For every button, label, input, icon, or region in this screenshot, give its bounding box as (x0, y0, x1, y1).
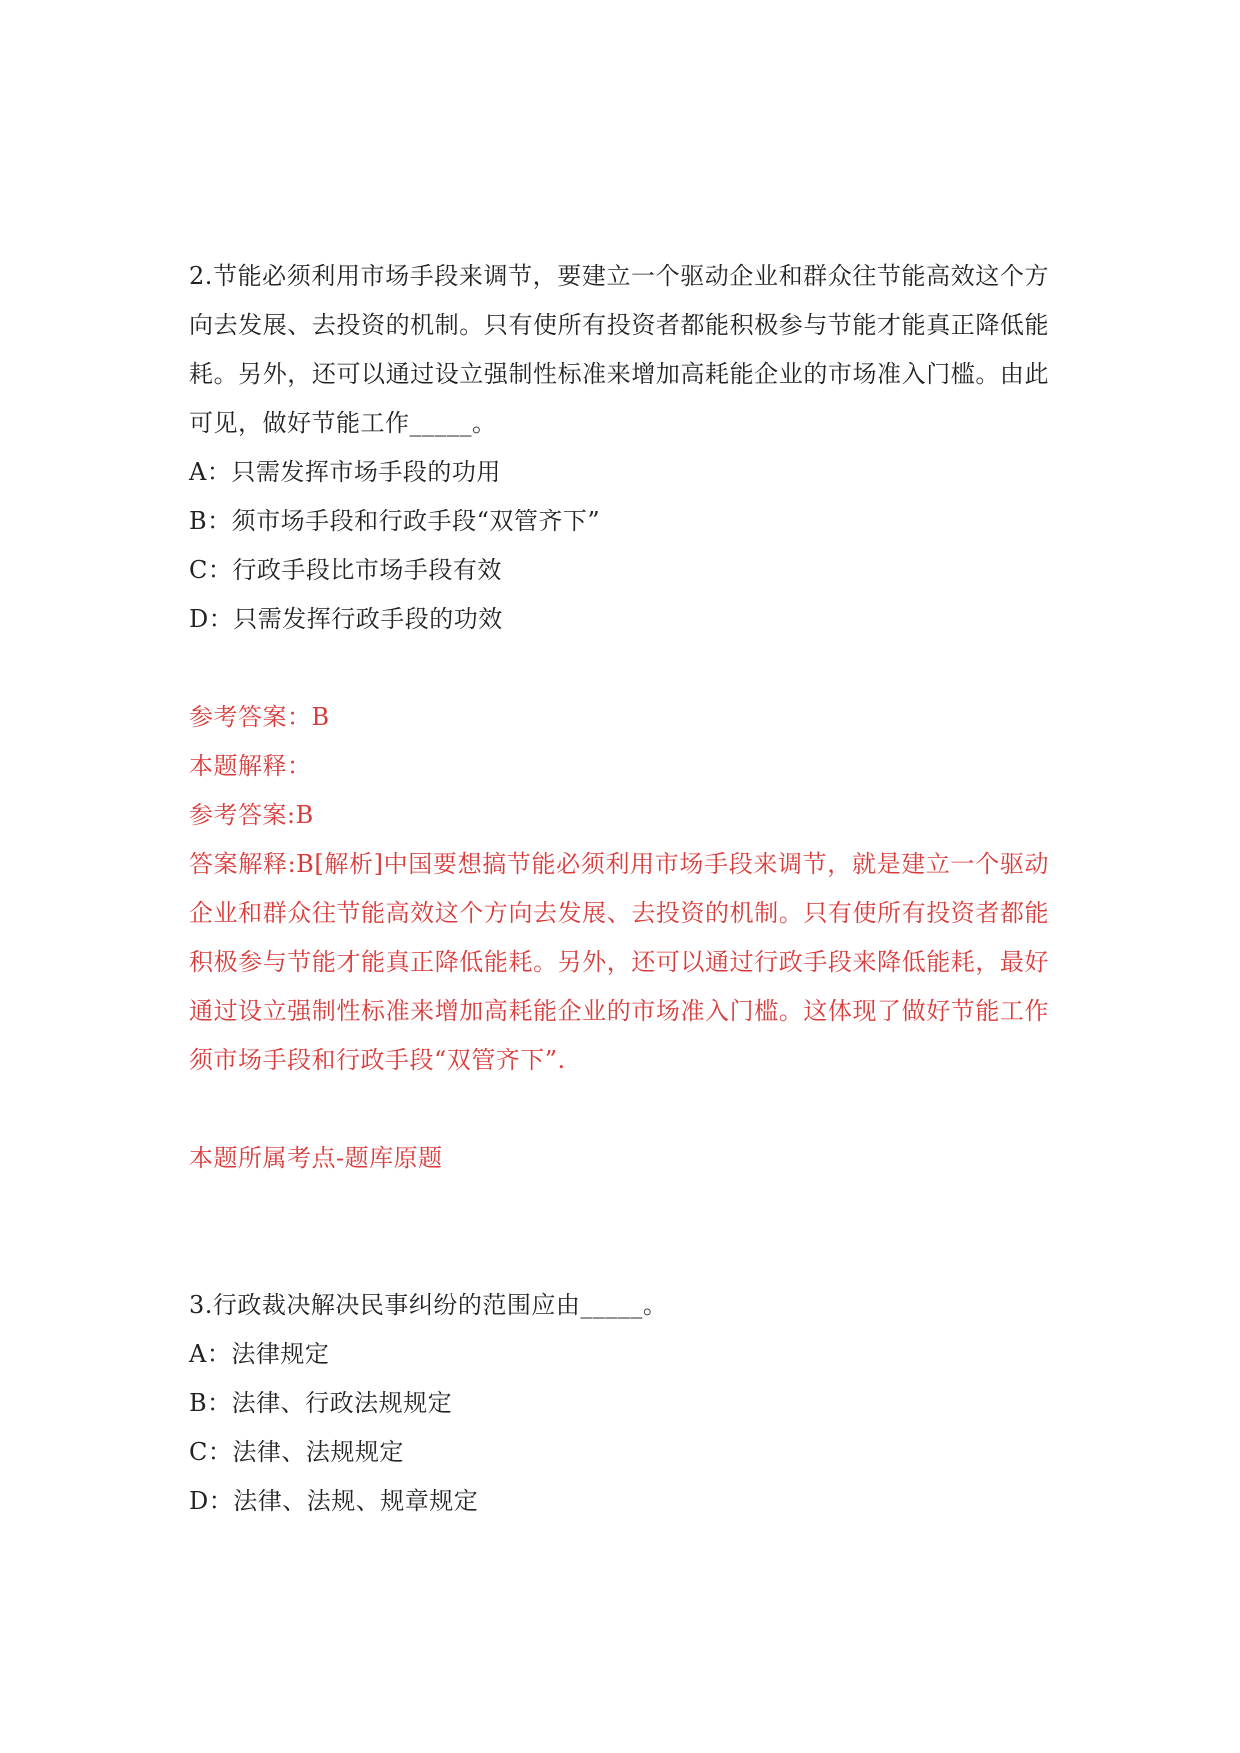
question-2-option-c: C：行政手段比市场手段有效 (189, 556, 502, 584)
question-2-option-b: B：须市场手段和行政手段“双管齐下” (189, 507, 601, 535)
question-2-explain-label: 本题解释： (189, 752, 312, 780)
spacer (189, 1085, 1049, 1134)
question-2-answer: 参考答案：B (189, 703, 330, 731)
question-2-option-d: D：只需发挥行政手段的功效 (189, 605, 503, 633)
question-2-answer-repeat: 参考答案:B (189, 801, 314, 829)
question-3-option-d: D：法律、法规、规章规定 (189, 1487, 479, 1515)
question-3-stem: 3.行政裁决解决民事纠纷的范围应由_____。 (189, 1291, 668, 1319)
spacer (189, 1183, 1049, 1281)
question-2-explanation: 答案解释:B[解析]中国要想搞节能必须利用市场手段来调节，就是建立一个驱动企业和群众往节能高效这个方向去发展、去投资的机制。只有使所有投资者都能积极参与节能才能真正降低能耗。另外，还可以通过行政手段来降低能耗，最好通过设立强制性标准来增加高耗能企业的市场准入门槛。这体现了做好节能工作须市场手段和行政手段“双管齐下”. (189, 850, 1049, 1074)
question-3-option-b: B：法律、行政法规规定 (189, 1389, 453, 1417)
question-2-topic: 本题所属考点-题库原题 (189, 1144, 443, 1172)
question-2-stem: 2.节能必须利用市场手段来调节，要建立一个驱动企业和群众往节能高效这个方向去发展、去投资的机制。只有使所有投资者都能积极参与节能才能真正降低能耗。另外，还可以通过设立强制性标准来增加高耗能企业的市场准入门槛。由此可见，做好节能工作_____。 (189, 262, 1049, 437)
question-2-option-a: A：只需发挥市场手段的功用 (189, 458, 501, 486)
spacer (189, 644, 1049, 693)
document-content (189, 252, 1049, 1526)
question-3-option-a: A：法律规定 (189, 1340, 330, 1368)
question-3-option-c: C：法律、法规规定 (189, 1438, 404, 1466)
